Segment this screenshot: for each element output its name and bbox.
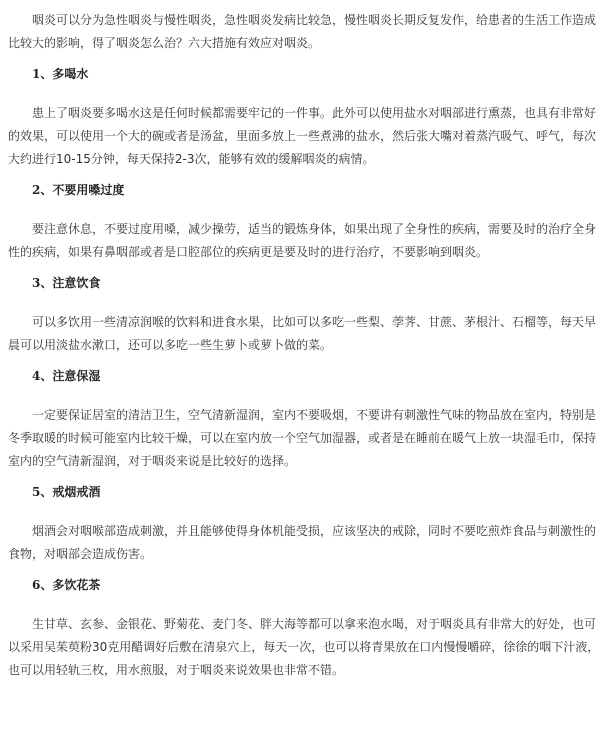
section-heading: 1、多喝水 bbox=[32, 67, 89, 81]
section-paragraph: 生甘草、玄参、金银花、野菊花、麦门冬、胖大海等都可以拿来泡水喝，对于咽炎具有非常大的好处，也可以采用吴茱萸粉30克用醋调好后敷在清泉穴上，每天一次，也可以将青果放在口内慢慢嚼碎，徐徐的咽下汁液，也可以用轻轨三枚，用水煎服，对于咽炎来说效果也非常不错。 bbox=[8, 617, 600, 677]
section-paragraph: 要注意休息，不要过度用嗓，减少操劳，适当的锻炼身体，如果出现了全身性的疾病，需要及时的治疗全身性的疾病，如果有鼻咽部或者是口腔部位的疾病更是要及时的进行治疗，不要影响到咽炎。 bbox=[8, 222, 597, 259]
section-paragraph: 一定要保证居室的清洁卫生，空气清新湿润，室内不要吸烟，不要讲有刺激性气味的物品放在室内，特别是冬季取暖的时候可能室内比较干燥，可以在室内放一个空气加湿器，或者是在睡前在暖气上放一块湿毛巾，保持室内的空气清新湿润，对于咽炎来说是比较好的选择。 bbox=[8, 408, 597, 468]
section-heading: 5、戒烟戒酒 bbox=[32, 485, 101, 499]
section-heading: 6、多饮花茶 bbox=[32, 578, 101, 592]
section-heading: 4、注意保湿 bbox=[32, 369, 101, 383]
section-paragraph: 患上了咽炎要多喝水这是任何时候都需要牢记的一件事。此外可以使用盐水对咽部进行熏蒸，也具有非常好的效果，可以使用一个大的碗或者是汤盆，里面多放上一些煮沸的盐水，然后张大嘴对着蒸汽吸气、呼气，每次大约进行10-15分钟，每天保持2-3次，能够有效的缓解咽炎的病情。 bbox=[8, 106, 597, 166]
intro-paragraph: 咽炎可以分为急性咽炎与慢性咽炎，急性咽炎发病比较急，慢性咽炎长期反复发作，给患者的生活工作造成比较大的影响，得了咽炎怎么治？六大措施有效应对咽炎。 bbox=[8, 13, 597, 50]
section-paragraph: 可以多饮用一些清凉润喉的饮料和进食水果，比如可以多吃一些梨、荸荠、甘蔗、茅根汁、石榴等，每天早晨可以用淡盐水漱口，还可以多吃一些生萝卜或萝卜做的菜。 bbox=[8, 315, 597, 352]
section-heading: 3、注意饮食 bbox=[32, 276, 101, 290]
section-paragraph: 烟酒会对咽喉部造成刺激，并且能够使得身体机能受损，应该坚决的戒除，同时不要吃煎炸食品与刺激性的食物，对咽部会造成伤害。 bbox=[8, 524, 597, 561]
article bbox=[8, 9, 602, 690]
section-heading: 2、不要用嗓过度 bbox=[32, 183, 125, 197]
